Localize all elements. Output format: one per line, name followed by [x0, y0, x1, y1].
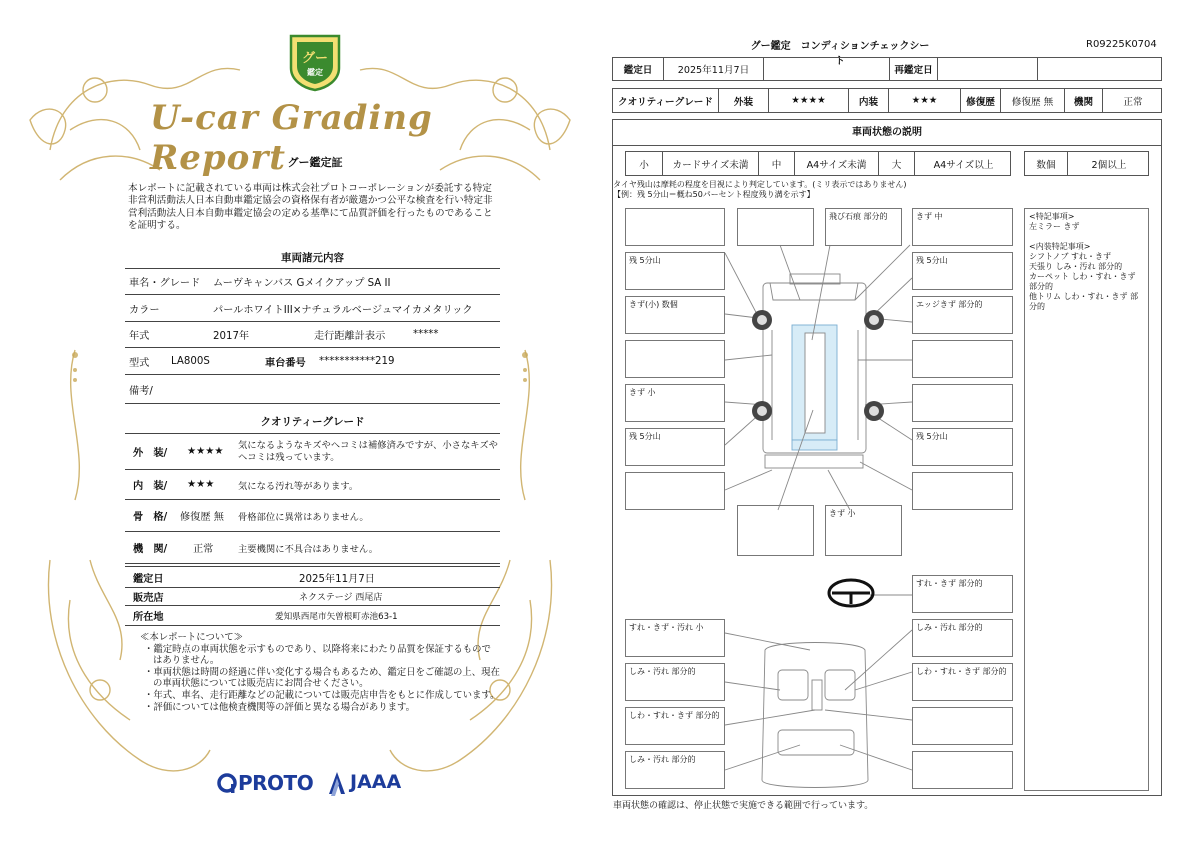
condition-sheet-panel	[600, 0, 1200, 848]
jaaa-logo-text: JAAA	[350, 771, 402, 793]
svg-text:鑑定: 鑑定	[307, 68, 323, 77]
ext-box-left-4	[625, 340, 725, 378]
sheet-code: R09225K0704	[1086, 39, 1157, 50]
specs-section-title: 車両諸元内容	[281, 252, 344, 264]
spec-color-value: パールホワイトIII×ナチュラルベージュマイカメタリック	[213, 304, 473, 316]
int-box-left-4: しわ・すれ・きず 部分的	[625, 707, 725, 745]
int-box-right-1: すれ・きず 部分的	[912, 575, 1013, 613]
ext-box-right-4	[912, 340, 1013, 378]
quality-exterior-comment: 気になるようなキズやヘコミは補修済みですが、小さなキズやヘコミは残っています。	[238, 439, 498, 463]
ext-box-right-6: 残 5分山	[912, 428, 1013, 466]
goo-kantei-badge-icon	[287, 30, 343, 92]
interior-note-item: カーペット しわ・すれ・きず 部分的	[1029, 272, 1136, 291]
spec-name-label: 車名・グレード	[129, 278, 201, 289]
info-row-address	[125, 606, 500, 626]
ext-box-right-2: 残 5分山	[912, 252, 1013, 290]
spec-row-year	[125, 322, 500, 348]
info-address-value: 愛知県西尾市矢曽根町赤池63-1	[275, 611, 398, 622]
info-dealer-label: 販売店	[133, 593, 164, 604]
ext-box-right-5	[912, 384, 1013, 422]
svg-text:グー: グー	[301, 51, 329, 66]
legend-large: 大	[878, 152, 914, 175]
quality-engine-comment: 主要機関に不具合はありません。	[238, 543, 379, 555]
grade-engine-label: 機関	[1064, 89, 1102, 112]
info-row-dealer	[125, 588, 500, 606]
int-box-left-3: しみ・汚れ 部分的	[625, 663, 725, 701]
quality-row-interior	[125, 470, 500, 500]
quality-section-title: クオリティーグレード	[260, 416, 365, 428]
grade-int-label: 内装	[848, 89, 888, 112]
proto-logo-text: PROTO	[238, 771, 314, 795]
interior-note-item: 天張り しみ・汚れ 部分的	[1029, 262, 1123, 271]
interior-note-item: 他トリム しわ・すれ・きず 部分的	[1029, 292, 1139, 311]
quality-row-frame	[125, 500, 500, 532]
notes-title: ≪本レポートについて≫	[140, 632, 243, 643]
spec-row-remarks	[125, 375, 500, 404]
int-box-right-2: しみ・汚れ 部分的	[912, 619, 1013, 657]
int-box-left-2: すれ・きず・汚れ 小	[625, 619, 725, 657]
legend-small-desc: カードサイズ未満	[662, 152, 758, 175]
quality-frame-grade: 修復歴 無	[180, 512, 224, 523]
spec-row-color	[125, 295, 500, 322]
quality-row-exterior	[125, 433, 500, 470]
quality-exterior-grade: ★★★★	[187, 446, 224, 457]
legend-small: 小	[639, 159, 649, 171]
ext-box-top-right: きず 中	[912, 208, 1013, 246]
special-notes-panel	[1024, 208, 1149, 791]
info-row-date	[125, 566, 500, 588]
note-item: ・車両状態は時間の経過に伴い変化する場合もあるため、鑑定日をご確認の上、現在の車両状態については販売店にお問合せください。	[144, 666, 500, 690]
spec-name-value: ムーヴキャンバス Gメイクアップ SA II	[213, 278, 391, 289]
ext-box-top-center: 飛び石痕 部分的	[825, 208, 902, 246]
ext-box-top-left	[625, 208, 725, 246]
quality-row-engine	[125, 532, 500, 564]
steering-wheel-icon	[829, 580, 873, 606]
quality-frame-label: 骨 格/	[133, 512, 168, 523]
legend-large-desc: A4サイズ以上	[914, 152, 1012, 175]
redate-label: 再鑑定日	[889, 58, 937, 80]
jaaa-logo-icon	[327, 770, 347, 796]
spec-chassis-label: 車台番号	[265, 357, 306, 369]
certificate-title: グー鑑定証	[287, 156, 343, 169]
legend-mid: 中	[758, 152, 794, 175]
int-box-right-4	[912, 707, 1013, 745]
ext-box-right-3: エッジきず 部分的	[912, 296, 1013, 334]
grade-engine-value: 正常	[1102, 89, 1163, 112]
legend-count: 数個	[1036, 159, 1056, 171]
int-box-left-5: しみ・汚れ 部分的	[625, 751, 725, 789]
spec-model-label: 型式	[129, 357, 150, 369]
ext-box-left-5: きず 小	[625, 384, 725, 422]
certificate-statement: 本レポートに記載されている車両は株式会社プロトコーポレーションが委託する特定非営利活動法人日本自動車鑑定協会の資格保有者が厳選かつ公平な検査を行い特定非営利活動法人日本自動車鑑定協会の定める基準にて品質評価を行ったものであることを証明する。	[128, 183, 493, 231]
ext-box-bottom-center: きず 小	[825, 505, 902, 556]
ext-box-top-center-left	[737, 208, 814, 246]
grade-ext-value: ★★★★	[768, 89, 848, 112]
ext-box-left-3: きず(小) 数個	[625, 296, 725, 334]
int-box-right-3: しわ・すれ・きず 部分的	[912, 663, 1013, 701]
date-value: 2025年11月7日	[663, 58, 763, 80]
ext-box-bottom-left	[737, 505, 814, 556]
grade-int-value: ★★★	[888, 89, 960, 112]
quality-interior-grade: ★★★	[187, 479, 215, 490]
legend-mid-desc: A4サイズ未満	[794, 152, 878, 175]
quality-exterior-label: 外 装/	[133, 448, 168, 459]
ext-box-left-7	[625, 472, 725, 510]
quality-interior-label: 内 装/	[133, 481, 168, 492]
spec-mileage-label: 走行距離計表示	[314, 331, 386, 342]
ext-box-left-2: 残 5分山	[625, 252, 725, 290]
spec-year-label: 年式	[129, 331, 150, 342]
grade-ext-label: 外装	[718, 89, 768, 112]
report-notes	[140, 632, 500, 713]
note-item: ・年式、車名、走行距離などの記載については販売店申告をもとに作成しています。	[144, 689, 500, 701]
spec-model-value: LA800S	[171, 355, 210, 367]
note-item: ・評価については他検査機関等の評価と異なる場合があります。	[144, 701, 415, 713]
info-date-value: 2025年11月7日	[299, 573, 375, 585]
tire-example-line: 【例：残 5分山＝概ね50パーセント程度残り溝を示す】	[613, 190, 815, 199]
condition-title: 車両状態の説明	[613, 120, 1161, 146]
sheet-title: グー鑑定 コンディションチェックシート	[750, 41, 930, 67]
sheet-footer-note: 車両状態の確認は、停止状態で実施できる範囲で行っています。	[613, 801, 874, 811]
spec-mileage-value: *****	[413, 329, 439, 340]
note-item: ・鑑定時点の車両状態を示すものであり、以降将来にわたり品質を保証するものではありません。	[144, 643, 491, 667]
quality-engine-grade: 正常	[193, 544, 214, 555]
info-address-label: 所在地	[133, 612, 164, 623]
spec-row-model	[125, 348, 500, 375]
special-note-item: 左ミラー きず	[1029, 222, 1080, 231]
report-script-title: U-car Grading Report	[150, 98, 433, 178]
quality-engine-label: 機 関/	[133, 544, 168, 555]
proto-logo-icon	[216, 772, 238, 794]
spec-color-label: カラー	[129, 304, 160, 316]
special-notes-heading: <特記事項>	[1029, 212, 1075, 221]
spec-row-name	[125, 268, 500, 295]
spec-remarks-label: 備考/	[129, 385, 153, 397]
int-box-right-5	[912, 751, 1013, 789]
spec-chassis-value: ***********219	[319, 355, 395, 367]
tire-note-line: タイヤ残山は摩耗の程度を目視により判定しています。(ミリ表示ではありません)	[613, 180, 907, 189]
date-label: 鑑定日	[623, 65, 653, 76]
quality-frame-comment: 骨格部位に異常はありません。	[238, 511, 369, 523]
grade-quality-label: クオリティーグレード	[618, 96, 713, 108]
interior-notes-heading: <内装特記事項>	[1029, 242, 1091, 251]
grade-repair-label: 修復歴	[960, 89, 1000, 112]
legend-count-desc: 2個以上	[1067, 152, 1150, 175]
grade-repair-value: 修復歴 無	[1000, 89, 1064, 112]
ext-box-right-7	[912, 472, 1013, 510]
ext-box-left-6: 残 5分山	[625, 428, 725, 466]
quality-interior-comment: 気になる汚れ等があります。	[238, 480, 359, 492]
info-dealer-value: ネクステージ 西尾店	[299, 593, 383, 603]
info-date-label: 鑑定日	[133, 573, 164, 585]
interior-note-item: シフトノブ すれ・きず	[1029, 252, 1112, 261]
spec-year-value: 2017年	[213, 331, 250, 342]
